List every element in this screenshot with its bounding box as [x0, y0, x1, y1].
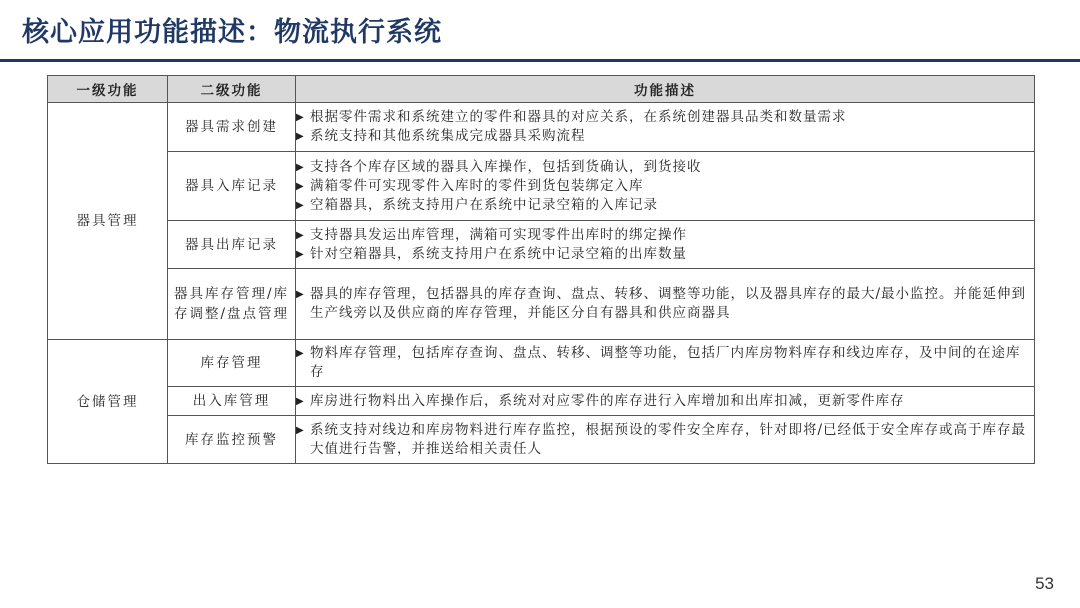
level1-cell: 仓储管理 [48, 340, 168, 464]
list-item: ▶ 库房进行物料出入库操作后，系统对对应零件的库存进行入库增加和出库扣减，更新零件库存 [296, 392, 905, 409]
table-row [48, 221, 1035, 269]
table-row [48, 387, 1035, 416]
list-item: ▶ 根据零件需求和系统建立的零件和器具的对应关系，在系统创建器具品类和数量需求 [296, 109, 847, 125]
table-row [48, 269, 1035, 340]
list-item: ▶ 空箱器具，系统支持用户在系统中记录空箱的入库记录 [296, 196, 658, 213]
description-cell [296, 269, 1035, 340]
description-cell [296, 416, 1035, 464]
description-cell [296, 387, 1035, 416]
level2-cell: 器具出库记录 [168, 221, 296, 269]
level2-cell: 器具库存管理/库存调整/盘点管理 [168, 269, 296, 340]
level2-cell: 器具入库记录 [168, 152, 296, 221]
table-row [48, 340, 1035, 387]
list-item: ▶ 满箱零件可实现零件入库时的零件到货包装绑定入库 [296, 177, 644, 194]
table-header-row [48, 76, 1035, 103]
list-item: ▶ 支持各个库存区域的器具入库操作，包括到货确认，到货接收 [296, 158, 702, 175]
level1-cell: 器具管理 [48, 103, 168, 340]
level2-cell: 器具需求创建 [168, 103, 296, 152]
description-cell [296, 152, 1035, 221]
header-level1: 一级功能 [48, 76, 168, 103]
triangle-bullet-icon: ▶ [296, 131, 304, 142]
list-item: ▶ 系统支持对线边和库房物料进行库存监控，根据预设的零件安全库存，针对即将/已经低于安全库存或高于库存最大值进行告警，并推送给相关责任人 [296, 421, 1027, 457]
table-row [48, 416, 1035, 464]
header-level2: 二级功能 [168, 76, 296, 103]
description-cell [296, 340, 1035, 387]
list-item: ▶ 支持器具发运出库管理，满箱可实现零件出库时的绑定操作 [296, 226, 687, 243]
triangle-bullet-icon: ▶ [296, 348, 304, 359]
table-row [48, 152, 1035, 221]
header-description: 功能描述 [296, 76, 1035, 103]
page-number: 53 [1035, 574, 1054, 593]
triangle-bullet-icon: ▶ [296, 424, 304, 436]
triangle-bullet-icon: ▶ [296, 112, 304, 123]
description-cell [296, 103, 1035, 152]
list-item: ▶ 器具的库存管理，包括器具的库存查询、盘点、转移、调整等功能，以及器具库存的最大/最小监控。并能延伸到生产线旁以及供应商的库存管理，并能区分自有器具和供应商器具 [296, 286, 1027, 321]
level2-cell: 库存监控预警 [168, 416, 296, 464]
page-title: 核心应用功能描述：物流执行系统 [22, 17, 442, 48]
title-divider [0, 59, 1080, 62]
level2-cell: 库存管理 [168, 340, 296, 387]
triangle-bullet-icon: ▶ [296, 199, 304, 211]
level2-cell: 出入库管理 [168, 387, 296, 416]
triangle-bullet-icon: ▶ [296, 248, 304, 260]
list-item: ▶ 系统支持和其他系统集成完成器具采购流程 [296, 128, 586, 144]
triangle-bullet-icon: ▶ [296, 395, 304, 407]
function-table [47, 75, 1035, 464]
list-item: ▶ 针对空箱器具，系统支持用户在系统中记录空箱的出库数量 [296, 245, 687, 262]
triangle-bullet-icon: ▶ [296, 289, 304, 300]
list-item: ▶ 物料库存管理，包括库存查询、盘点、转移、调整等功能，包括厂内库房物料库存和线边库存，及中间的在途库存 [296, 345, 1021, 380]
triangle-bullet-icon: ▶ [296, 180, 304, 192]
triangle-bullet-icon: ▶ [296, 161, 304, 173]
table-row [48, 103, 1035, 152]
description-cell [296, 221, 1035, 269]
triangle-bullet-icon: ▶ [296, 229, 304, 241]
